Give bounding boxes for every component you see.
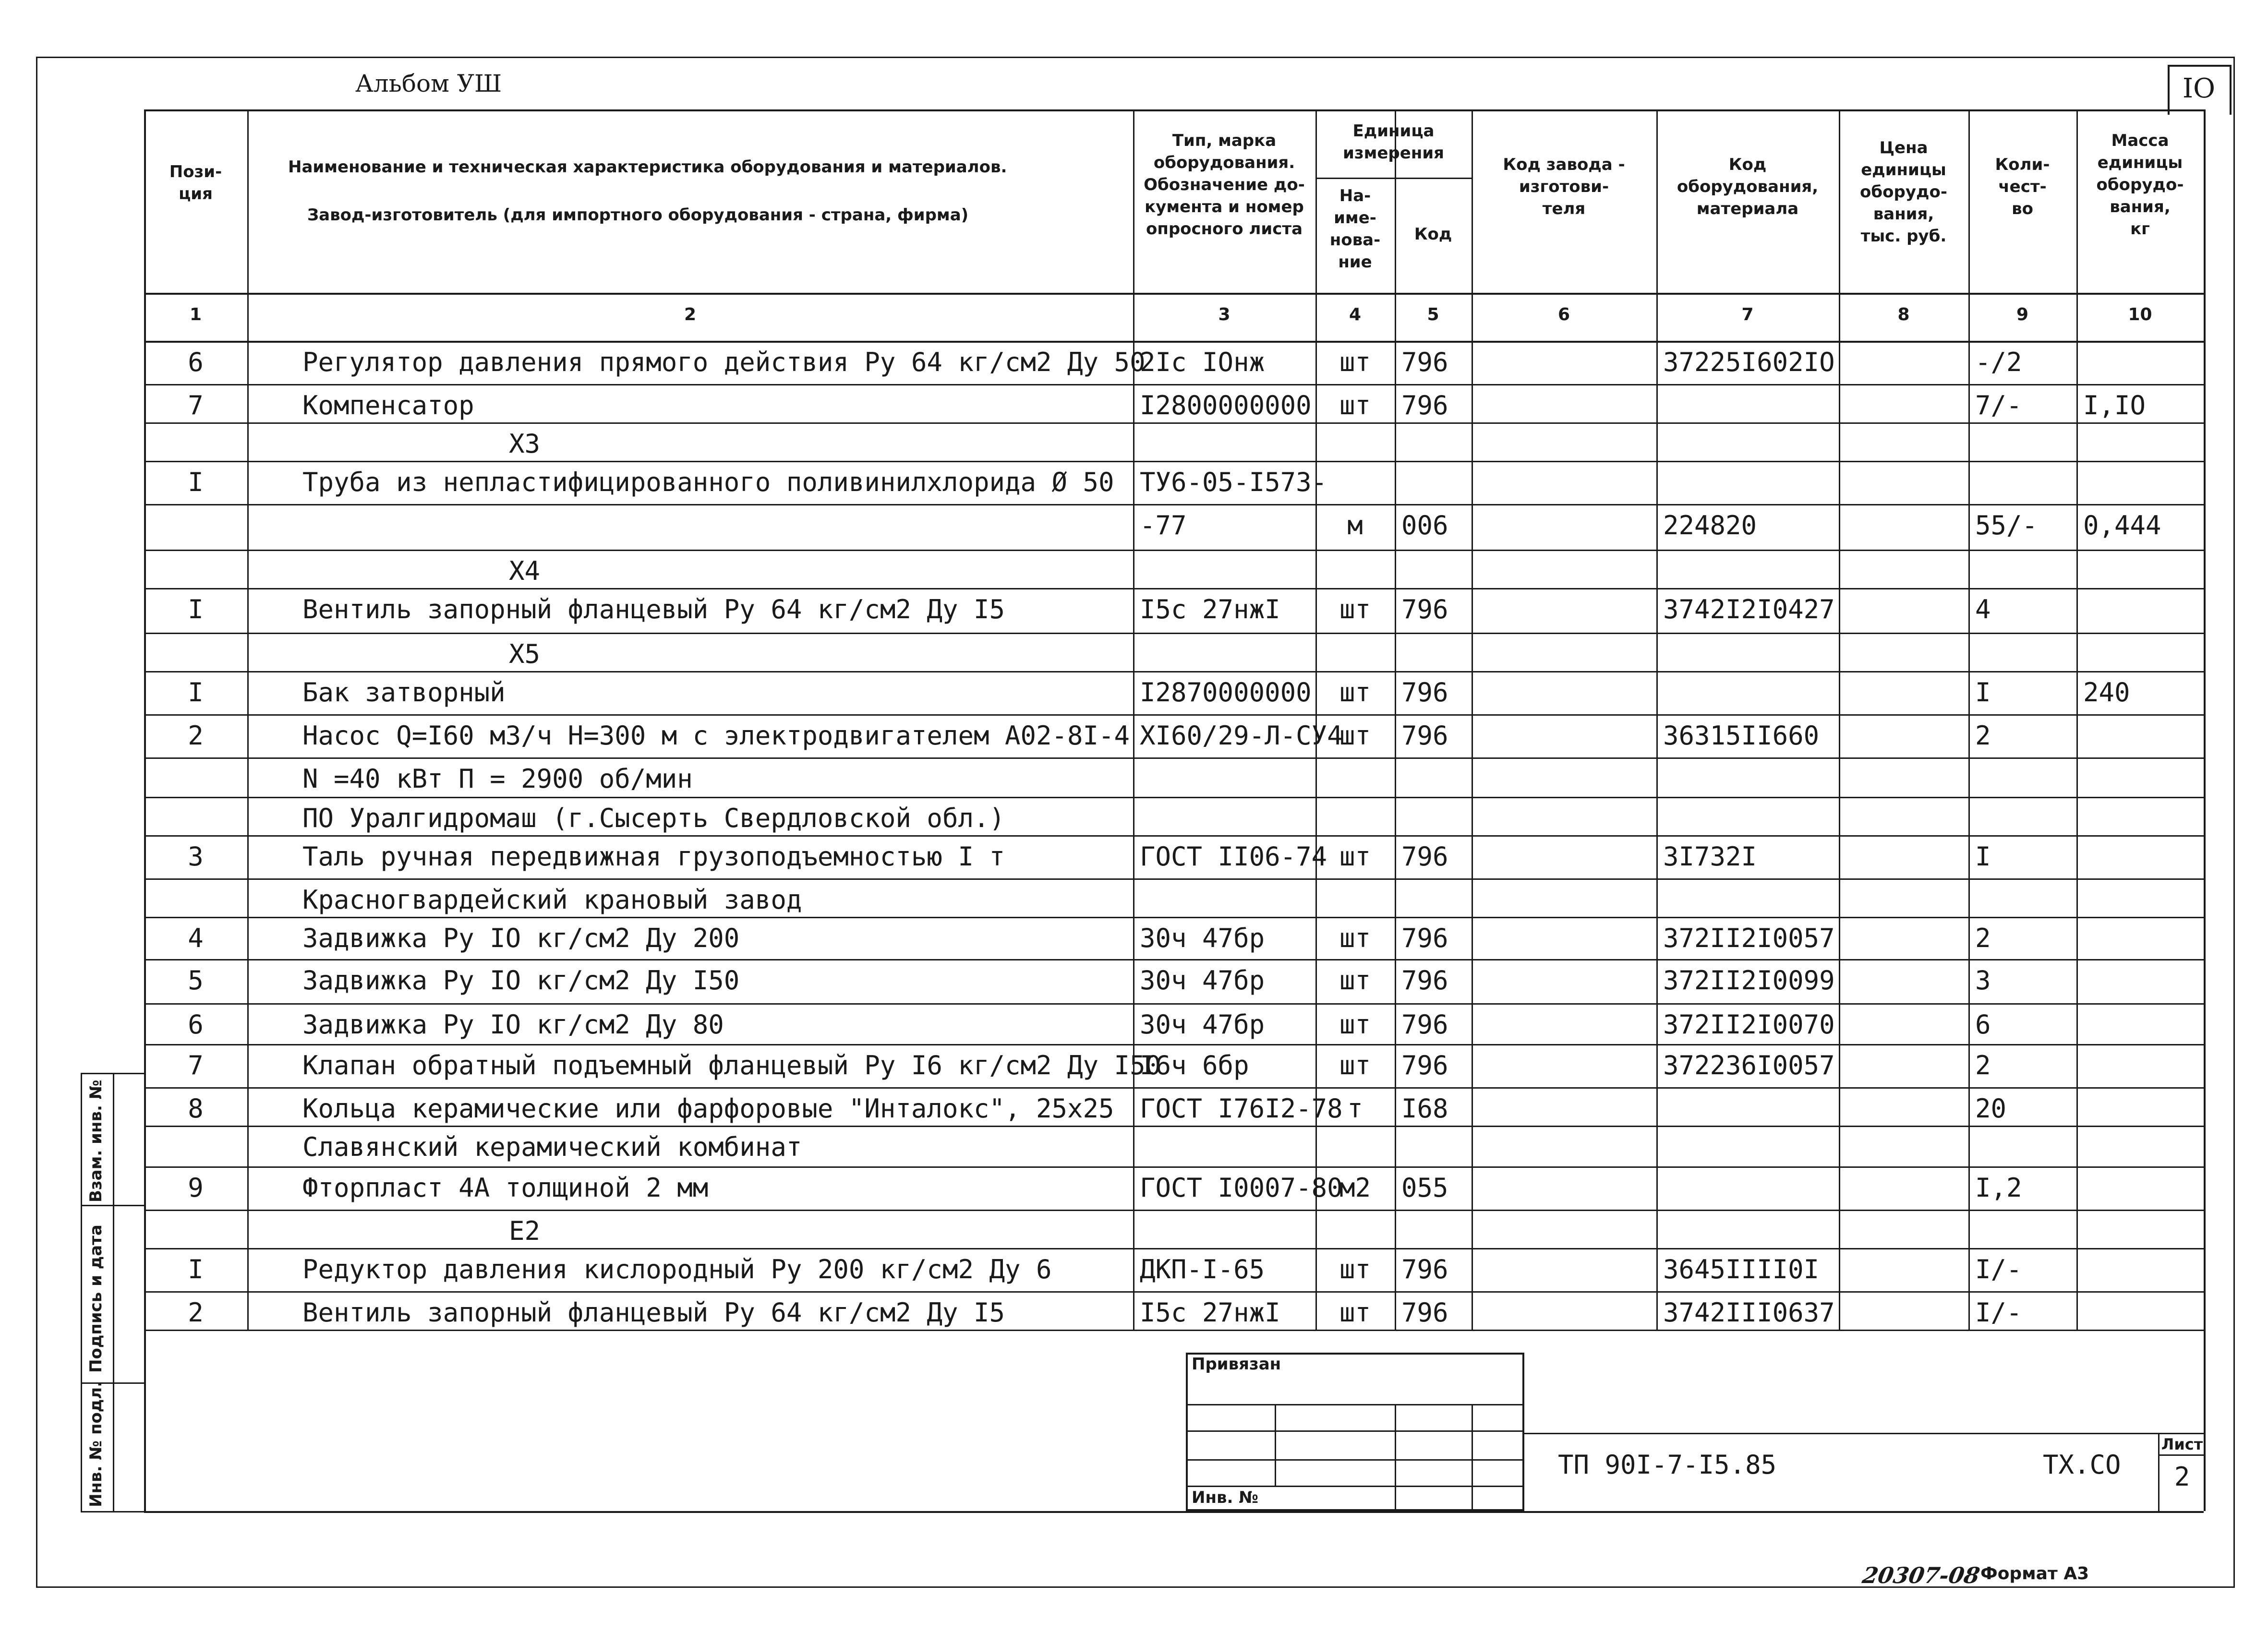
table-cell-qty: 2 <box>1975 1050 1991 1080</box>
table-cell-qty: 3 <box>1975 965 1991 996</box>
table-cell-name: Задвижка Ру IO кг/см2 Ду 80 <box>302 1009 724 1040</box>
table-cell-pos: 6 <box>188 1009 204 1040</box>
table-cell-equip_code: 372II2I0070 <box>1663 1009 1835 1040</box>
table-cell-name: Вентиль запорный фланцевый Ру 64 кг/см2 Ду I5 <box>302 594 1005 624</box>
table-cell-unit: шт <box>1339 1050 1371 1080</box>
table-cell-qty: 7/- <box>1975 390 2022 420</box>
table-bottom-border <box>144 1511 2204 1513</box>
side-stamp-top <box>81 1073 145 1074</box>
table-cell-unit: шт <box>1339 677 1371 708</box>
table-cell-mass: 0,444 <box>2083 510 2161 540</box>
table-cell-equip_code: 372II2I0057 <box>1663 923 1835 953</box>
table-cell-pos: 3 <box>188 841 204 872</box>
column-divider-9 <box>2076 109 2078 1330</box>
table-cell-pos: 8 <box>188 1093 204 1124</box>
table-cell-name: Славянский керамический комбинат <box>302 1132 802 1162</box>
table-cell-pos: 4 <box>188 923 204 953</box>
row-line-7 <box>144 633 2204 634</box>
doc-code: ТП 90I-7-I5.85 <box>1558 1450 1777 1480</box>
table-cell-name: Красногвардейский крановый завод <box>302 885 802 915</box>
row-line-14 <box>144 917 2204 918</box>
table-cell-code: I68 <box>1401 1093 1448 1124</box>
linked-label: Привязан <box>1192 1355 1281 1374</box>
column-divider-8 <box>1968 109 1970 1330</box>
table-cell-equip_code: 372II2I0099 <box>1663 965 1835 996</box>
side-stamp-bottom <box>81 1511 145 1512</box>
header-name-line2: Завод-изготовитель (для импортного оборудования - страна, фирма) <box>307 205 969 225</box>
row-line-8 <box>144 671 2204 672</box>
table-cell-type: -77 <box>1140 510 1187 540</box>
table-right-border <box>2204 109 2206 1511</box>
table-cell-type: ХI60/29-Л-СУ4 <box>1140 720 1343 751</box>
header-factory-code: Код завода - изготови- теля <box>1503 155 1625 218</box>
table-cell-unit: шт <box>1339 1297 1371 1328</box>
table-cell-unit: шт <box>1339 1254 1371 1284</box>
header-mass: Масса единицы оборудо- вания, кг <box>2096 131 2184 239</box>
side-label-sign-date: Подпись и дата <box>86 1224 106 1373</box>
row-line-1 <box>144 384 2204 385</box>
table-cell-code: 796 <box>1401 390 1448 420</box>
table-cell-qty: 2 <box>1975 720 1991 751</box>
linked-row-2 <box>1186 1430 1524 1432</box>
header-quantity: Коли- чест- во <box>1995 155 2050 218</box>
header-unit-code: Код <box>1414 225 1452 244</box>
table-cell-qty: I/- <box>1975 1254 2022 1284</box>
table-cell-name: Задвижка Ру IO кг/см2 Ду I50 <box>302 965 740 996</box>
header-equipment-code: Код оборудования, материала <box>1677 155 1819 218</box>
table-cell-name: Таль ручная передвижная грузоподъемностью I т <box>302 841 1005 872</box>
table-cell-type: I2870000000 <box>1140 677 1312 708</box>
table-cell-equip_code: 37225I602IO <box>1663 347 1835 377</box>
table-cell-unit: шт <box>1339 720 1371 751</box>
table-cell-unit: шт <box>1339 965 1371 996</box>
table-cell-pos: 6 <box>188 347 204 377</box>
page-number: IO <box>2182 73 2216 104</box>
column-divider-2 <box>1133 109 1134 1330</box>
row-line-16 <box>144 1003 2204 1005</box>
row-line-17 <box>144 1044 2204 1045</box>
table-cell-code: 796 <box>1401 720 1448 751</box>
header-price: Цена единицы оборудо- вания, тыс. руб. <box>1860 138 1947 246</box>
sheet-label: Лист <box>2161 1435 2203 1453</box>
table-cell-pos: I <box>188 677 204 708</box>
unit-group-split <box>1315 178 1472 179</box>
table-cell-code: 796 <box>1401 1254 1448 1284</box>
table-cell-type: I5с 27нжI <box>1140 594 1280 624</box>
sheet-number: 2 <box>2174 1462 2190 1492</box>
header-bottom-border <box>144 293 2204 295</box>
table-cell-unit: шт <box>1339 594 1371 624</box>
column-number: 10 <box>2128 305 2152 324</box>
column-number: 2 <box>684 305 697 324</box>
table-cell-equip_code: 3742III0637 <box>1663 1297 1835 1328</box>
column-divider-7 <box>1839 109 1840 1330</box>
table-cell-unit: шт <box>1339 923 1371 953</box>
table-cell-pos: 5 <box>188 965 204 996</box>
table-cell-pos: I <box>188 594 204 624</box>
linked-col-2 <box>1395 1404 1396 1511</box>
table-cell-pos: I <box>188 467 204 497</box>
header-position: Пози- ция <box>169 162 222 204</box>
row-line-18 <box>144 1087 2204 1089</box>
column-number: 3 <box>1218 305 1231 324</box>
sheet-box-mid <box>2158 1454 2204 1456</box>
column-divider-4 <box>1395 109 1396 1330</box>
table-cell-name: Вентиль запорный фланцевый Ру 64 кг/см2 Ду I5 <box>302 1297 1005 1328</box>
table-cell-qty: 4 <box>1975 594 1991 624</box>
table-cell-unit: шт <box>1339 1009 1371 1040</box>
table-cell-pos: 9 <box>188 1173 204 1203</box>
table-cell-mass: I,IO <box>2083 390 2146 420</box>
table-cell-qty: I <box>1975 841 1991 872</box>
table-cell-name: Насос Q=I60 м3/ч Н=300 м с электродвигателем А02-8I-4 <box>302 720 1130 751</box>
handwritten-inventory-number: 20307-08 <box>1860 1562 1982 1588</box>
table-cell-name: Труба из непластифицированного поливинилхлорида Ø 50 <box>302 467 1114 497</box>
row-line-10 <box>144 757 2204 759</box>
album-title: Альбом УШ <box>355 70 502 97</box>
row-line-4 <box>144 504 2204 505</box>
table-cell-qty: 6 <box>1975 1009 1991 1040</box>
table-cell-qty: 55/- <box>1975 510 2038 540</box>
table-cell-pos: 7 <box>188 390 204 420</box>
row-line-12 <box>144 835 2204 837</box>
row-line-22 <box>144 1248 2204 1249</box>
table-cell-name: Кольца керамические или фарфоровые "Инталокс", 25х25 <box>302 1093 1114 1124</box>
header-type: Тип, марка оборудования. Обозначение до- кумента и номер опросного листа <box>1144 131 1305 239</box>
table-cell-qty: 2 <box>1975 923 1991 953</box>
table-cell-type: 30ч 47бр <box>1140 965 1265 996</box>
column-number: 9 <box>2016 305 2029 324</box>
side-label-swap-inv: Взам. инв. № <box>86 1080 106 1202</box>
table-cell-equip_code: 3645IIII0I <box>1663 1254 1820 1284</box>
sheet-box-left <box>2158 1433 2159 1511</box>
paper-format: Формат А3 <box>1980 1564 2089 1584</box>
row-line-6 <box>144 588 2204 589</box>
table-top-border <box>144 109 2204 111</box>
table-cell-name: ПО Уралгидромаш (г.Сысерть Свердловской обл.) <box>302 803 1005 833</box>
table-cell-code: 796 <box>1401 1009 1448 1040</box>
table-cell-name: Фторпласт 4А толщиной 2 мм <box>302 1173 709 1203</box>
stamp-top-line <box>1524 1433 2204 1434</box>
table-cell-code: 796 <box>1401 594 1448 624</box>
table-cell-type: ДКП-I-65 <box>1140 1254 1265 1284</box>
linked-row-3 <box>1186 1459 1524 1461</box>
table-cell-unit: шт <box>1339 390 1371 420</box>
row-line-2 <box>144 422 2204 424</box>
table-cell-equip_code: 3742I2I0427 <box>1663 594 1835 624</box>
column-divider-6 <box>1656 109 1658 1330</box>
linked-row-4 <box>1186 1486 1524 1487</box>
table-cell-name: Х4 <box>509 556 541 586</box>
linked-col-1 <box>1275 1404 1276 1486</box>
side-stamp-div1 <box>81 1205 145 1206</box>
row-line-19 <box>144 1126 2204 1127</box>
table-cell-unit: шт <box>1339 841 1371 872</box>
row-line-24 <box>144 1330 2204 1331</box>
row-line-11 <box>144 797 2204 798</box>
table-cell-unit: шт <box>1339 347 1371 377</box>
table-cell-type: 30ч 47бр <box>1140 923 1265 953</box>
table-cell-name: Компенсатор <box>302 390 474 420</box>
table-cell-qty: I <box>1975 677 1991 708</box>
table-cell-code: 796 <box>1401 1050 1448 1080</box>
table-cell-type: I2800000000 <box>1140 390 1312 420</box>
column-number: 8 <box>1897 305 1910 324</box>
column-number: 7 <box>1741 305 1754 324</box>
table-cell-code: 006 <box>1401 510 1448 540</box>
table-cell-name: N =40 кВт П = 2900 об/мин <box>302 764 693 794</box>
header-unit-group: Единица измерения <box>1343 121 1444 163</box>
linked-stamp <box>1186 1353 1524 1511</box>
sheet-code: ТХ.СО <box>2043 1450 2121 1480</box>
table-cell-pos: I <box>188 1254 204 1284</box>
table-cell-equip_code: 3I732I <box>1663 841 1757 872</box>
header-unit-name: На- име- нова- ние <box>1329 186 1381 272</box>
linked-row-1 <box>1186 1404 1524 1405</box>
row-line-23 <box>144 1291 2204 1293</box>
table-cell-name: Х5 <box>509 639 541 669</box>
table-cell-qty: I,2 <box>1975 1173 2022 1203</box>
table-cell-name: Бак затворный <box>302 677 506 708</box>
table-cell-equip_code: 372236I0057 <box>1663 1050 1835 1080</box>
column-number: 5 <box>1427 305 1439 324</box>
column-number: 6 <box>1557 305 1570 324</box>
table-cell-code: 796 <box>1401 841 1448 872</box>
table-cell-type: ТУ6-05-I573- <box>1140 467 1327 497</box>
table-cell-type: ГОСТ I76I2-78 <box>1140 1093 1343 1124</box>
row-line-20 <box>144 1166 2204 1168</box>
table-cell-unit: м2 <box>1339 1173 1371 1203</box>
table-cell-type: ГОСТ II06-74 <box>1140 841 1327 872</box>
header-name-line1: Наименование и техническая характеристика оборудования и материалов. <box>288 157 1007 177</box>
table-cell-code: 055 <box>1401 1173 1448 1203</box>
column-number-border <box>144 341 2204 343</box>
table-cell-qty: -/2 <box>1975 347 2022 377</box>
inv-no-label: Инв. № <box>1192 1488 1259 1507</box>
table-cell-name: Клапан обратный подъемный фланцевый Ру I6 кг/см2 Ду I50 <box>302 1050 1161 1080</box>
column-divider-1 <box>247 109 249 1330</box>
column-number: 4 <box>1349 305 1362 324</box>
table-cell-unit: т <box>1347 1093 1363 1124</box>
table-cell-mass: 240 <box>2083 677 2130 708</box>
table-cell-type: I5с 27нжI <box>1140 1297 1280 1328</box>
side-label-inv-orig: Инв. № подл. <box>86 1380 106 1507</box>
side-stamp-mid <box>113 1073 114 1512</box>
table-cell-qty: I/- <box>1975 1297 2022 1328</box>
row-line-15 <box>144 959 2204 960</box>
table-cell-code: 796 <box>1401 347 1448 377</box>
table-cell-name: Регулятор давления прямого действия Ру 64 кг/см2 Ду 50 <box>302 347 1146 377</box>
column-divider-3 <box>1315 109 1317 1330</box>
table-cell-code: 796 <box>1401 677 1448 708</box>
table-cell-code: 796 <box>1401 1297 1448 1328</box>
table-cell-qty: 20 <box>1975 1093 2007 1124</box>
table-cell-code: 796 <box>1401 965 1448 996</box>
table-cell-name: Задвижка Ру IO кг/см2 Ду 200 <box>302 923 740 953</box>
table-cell-pos: 2 <box>188 1297 204 1328</box>
table-cell-type: 2Iс IOнж <box>1140 347 1265 377</box>
row-line-5 <box>144 550 2204 551</box>
table-cell-type: ГОСТ I0007-80 <box>1140 1173 1343 1203</box>
linked-col-3 <box>1472 1404 1473 1511</box>
row-line-9 <box>144 714 2204 716</box>
side-stamp-left <box>81 1073 82 1512</box>
table-cell-pos: 2 <box>188 720 204 751</box>
column-divider-5 <box>1472 109 1473 1330</box>
row-line-13 <box>144 878 2204 880</box>
row-line-3 <box>144 461 2204 462</box>
table-cell-code: 796 <box>1401 923 1448 953</box>
table-cell-type: I6ч 6бр <box>1140 1050 1249 1080</box>
table-cell-equip_code: 224820 <box>1663 510 1757 540</box>
table-cell-name: Е2 <box>509 1216 541 1246</box>
table-cell-name: Х3 <box>509 429 541 459</box>
table-cell-unit: м <box>1347 510 1363 540</box>
table-cell-type: 30ч 47бр <box>1140 1009 1265 1040</box>
table-cell-equip_code: 36315II660 <box>1663 720 1820 751</box>
table-cell-pos: 7 <box>188 1050 204 1080</box>
row-line-21 <box>144 1210 2204 1211</box>
column-number: 1 <box>189 305 202 324</box>
table-cell-name: Редуктор давления кислородный Ру 200 кг/см2 Ду 6 <box>302 1254 1052 1284</box>
